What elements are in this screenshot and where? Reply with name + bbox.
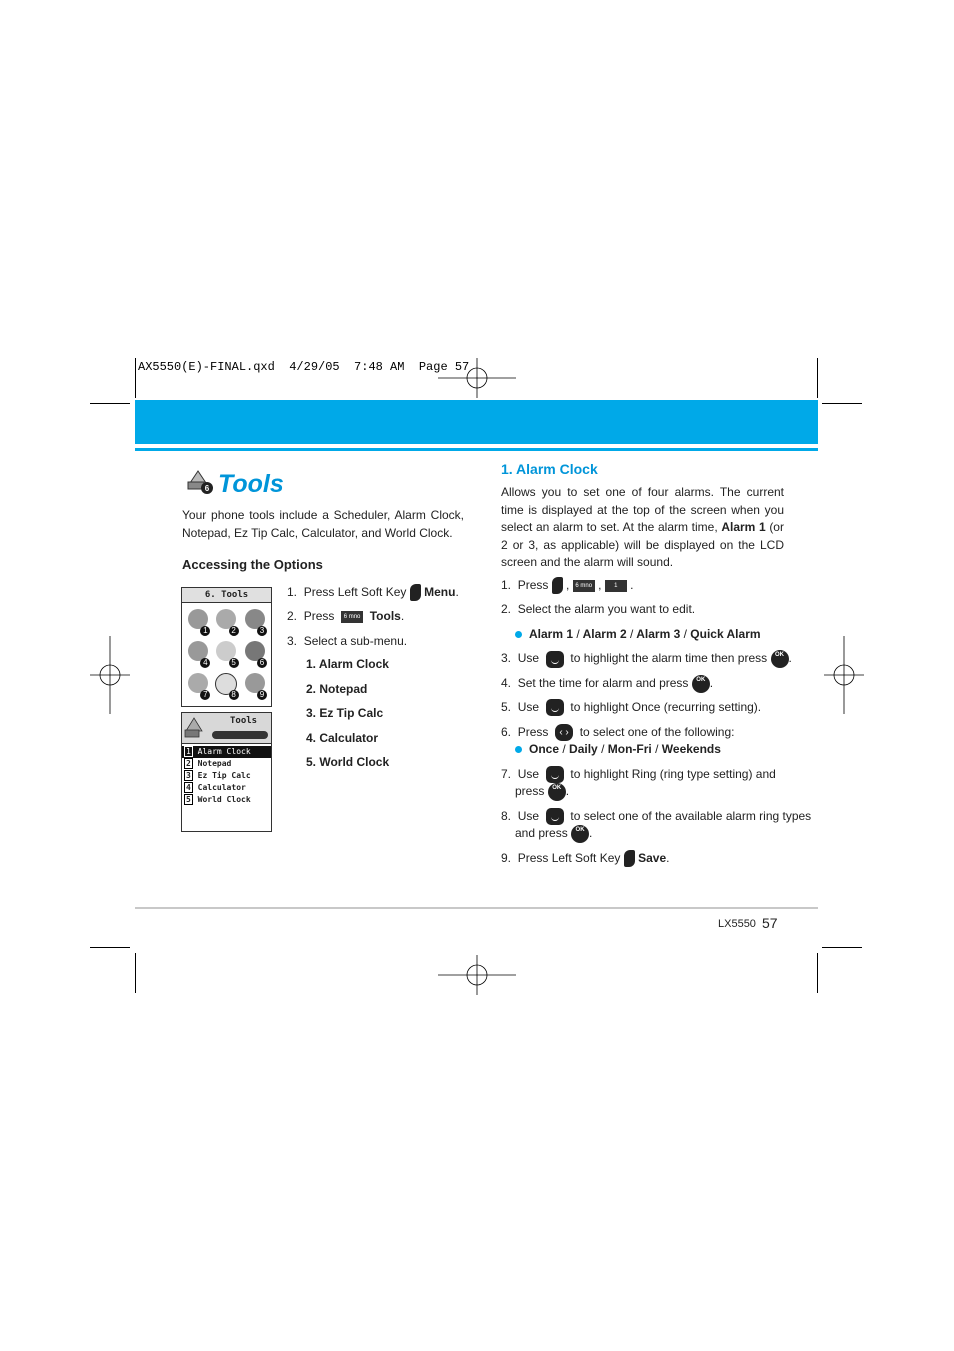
alarm-step-3 xyxy=(501,650,792,668)
step-text: Press Left Soft Key xyxy=(517,851,621,865)
submenu-item-3: 3. Ez Tip Calc xyxy=(306,706,384,720)
crop-mark xyxy=(135,358,136,398)
grid-cell xyxy=(212,670,240,702)
crop-mark xyxy=(817,358,818,398)
step-number: 8. xyxy=(501,809,512,823)
step-text: Use xyxy=(517,651,540,666)
header-band xyxy=(135,400,818,444)
registration-mark-right xyxy=(824,636,864,714)
separator: / xyxy=(683,627,687,641)
step-number: 6. xyxy=(501,725,512,739)
step-number: 1. xyxy=(501,578,512,592)
list-row xyxy=(182,746,271,758)
option: Daily xyxy=(569,742,598,756)
nav-key-down-icon xyxy=(546,766,564,783)
step-number: 5. xyxy=(501,700,512,714)
list-row xyxy=(182,770,271,782)
step-punct: . xyxy=(400,609,405,623)
registration-mark-bottom xyxy=(438,955,516,995)
ok-key-icon: OK xyxy=(692,675,710,693)
step-punct: . xyxy=(455,585,459,599)
grid-screen-title: 6. Tools xyxy=(182,588,271,603)
option: Quick Alarm xyxy=(690,627,761,641)
alarm-intro xyxy=(501,484,784,572)
footer-rule xyxy=(135,907,818,909)
separator: / xyxy=(601,742,605,756)
step-number: 9. xyxy=(501,851,512,865)
left-step-1 xyxy=(287,584,459,601)
grid-number: 2 xyxy=(229,626,239,636)
page-title: Tools xyxy=(218,470,284,498)
alarm-step-7 xyxy=(501,766,776,783)
crop-mark xyxy=(90,403,130,404)
step-text: to highlight Once (recurring setting). xyxy=(570,700,762,714)
crop-mark xyxy=(135,953,136,993)
bullet-icon xyxy=(515,746,522,753)
alarm-step-5 xyxy=(501,699,761,716)
intro-bold: Alarm 1 xyxy=(721,520,766,535)
grid-cell xyxy=(241,606,269,638)
step-text: and press xyxy=(515,826,568,841)
grid-number: 1 xyxy=(200,626,210,636)
grid-number: 5 xyxy=(229,658,239,668)
grid-cell xyxy=(241,670,269,702)
alarm-options-bullet xyxy=(515,626,761,642)
crop-mark xyxy=(822,403,862,404)
ok-key-icon: OK xyxy=(571,825,589,843)
nav-key-down-icon xyxy=(546,808,564,825)
intro-paragraph: Your phone tools include a Scheduler, Alarm Clock, Notepad, Ez Tip Calc, Calculator, and World Clock. xyxy=(182,508,464,540)
step-number: 3. xyxy=(501,651,512,666)
alarm-step-2 xyxy=(501,601,695,617)
option: Weekends xyxy=(661,742,721,756)
grid-number: 3 xyxy=(257,626,267,636)
step-bold: Tools xyxy=(369,609,401,623)
separator: / xyxy=(629,627,634,641)
ok-key-icon: OK xyxy=(548,783,566,801)
alarm-step-8 xyxy=(501,808,811,825)
submenu-item-5: 5. World Clock xyxy=(306,755,390,769)
alarm-step-8-cont xyxy=(515,825,592,843)
nav-key-down-icon xyxy=(546,651,564,668)
step-text: Use xyxy=(517,700,540,714)
step-number: 2. xyxy=(287,609,298,623)
step-text: Use xyxy=(517,767,540,781)
separator: / xyxy=(655,742,659,756)
step-punct: . xyxy=(589,826,593,841)
intro-text: Allows you to set one of four alarms. The current time is displayed at the top of the screen when you select an alarm to set. At the alarm time, xyxy=(501,485,784,535)
crop-mark xyxy=(822,947,862,948)
left-soft-key-icon xyxy=(410,584,421,601)
file-header: AX5550(E)-FINAL.qxd 4/29/05 7:48 AM Page 57 xyxy=(138,360,470,374)
section-heading: 1. Alarm Clock xyxy=(501,461,598,477)
step-bold: Menu xyxy=(424,585,456,599)
bullet-icon xyxy=(515,631,522,638)
step-text: Use xyxy=(517,809,540,823)
step-number: 7. xyxy=(501,767,512,781)
intro-text: (or 2 or 3, as applicable) will be displayed on the LCD screen and the alarm will sound. xyxy=(501,520,784,570)
list-row-num: 5 xyxy=(186,795,191,804)
step-text: Select a sub-menu. xyxy=(303,634,408,648)
alarm-step-9 xyxy=(501,850,669,867)
key-1-icon: 1 xyxy=(605,580,627,592)
step-text: press xyxy=(515,784,545,799)
step-text: Select the alarm you want to edit. xyxy=(517,602,696,616)
page-number: 57 xyxy=(762,915,778,931)
option: Mon-Fri xyxy=(607,742,652,756)
footer-model: LX5550 xyxy=(718,918,756,930)
key-6-icon: 6 mno xyxy=(341,611,363,623)
grid-cell xyxy=(212,606,240,638)
separator: / xyxy=(562,742,566,756)
step-punct: . xyxy=(788,651,792,666)
grid-number: 8 xyxy=(229,690,239,700)
list-row xyxy=(182,758,271,770)
step-number: 2. xyxy=(501,602,512,616)
list-row xyxy=(182,794,271,806)
tools-icon xyxy=(186,467,214,495)
alarm-step-7-cont xyxy=(515,783,569,801)
recurrence-options-bullet xyxy=(515,741,721,757)
step-text: to select one of the following: xyxy=(579,725,735,739)
grid-cell xyxy=(184,638,212,670)
left-step-2 xyxy=(287,608,404,624)
grid-cell xyxy=(212,638,240,670)
accessing-heading: Accessing the Options xyxy=(182,557,323,572)
list-row-num: 2 xyxy=(186,759,191,768)
option: Once xyxy=(529,742,560,756)
step-bold: Save xyxy=(638,851,667,865)
submenu-item-4: 4. Calculator xyxy=(306,731,379,745)
tools-list-screen xyxy=(181,712,272,832)
list-row-num: 4 xyxy=(186,783,191,792)
list-row-label: World Clock xyxy=(197,795,251,804)
grid-cell xyxy=(184,606,212,638)
list-row xyxy=(182,782,271,794)
grid-cell xyxy=(241,638,269,670)
step-text: Press xyxy=(303,609,335,623)
grid-number: 6 xyxy=(257,658,267,668)
section-number: 6 xyxy=(204,484,210,493)
grid-number: 7 xyxy=(200,690,210,700)
option: Alarm 1 xyxy=(529,627,574,641)
list-row-label: Calculator xyxy=(197,783,246,792)
step-text: Set the time for alarm and press xyxy=(517,676,689,691)
submenu-item-1: 1. Alarm Clock xyxy=(306,657,389,671)
list-row-num: 1 xyxy=(186,747,191,756)
left-soft-key-icon xyxy=(624,850,635,867)
key-6-icon: 6 mno xyxy=(573,580,595,592)
grid-cell xyxy=(184,670,212,702)
step-number: 3. xyxy=(287,634,298,648)
step-text: to highlight the alarm time then press xyxy=(570,651,768,666)
step-text: Press xyxy=(517,725,549,739)
tools-grid-screen xyxy=(181,587,272,707)
alarm-step-6 xyxy=(501,724,734,741)
step-number: 4. xyxy=(501,676,512,691)
step-punct: . xyxy=(666,851,670,865)
crop-mark xyxy=(90,947,130,948)
list-row-label: Alarm Clock xyxy=(197,747,251,756)
list-row-num: 3 xyxy=(186,771,191,780)
step-punct: . xyxy=(709,676,714,691)
separator: / xyxy=(576,627,580,641)
submenu-item-2: 2. Notepad xyxy=(306,682,368,696)
step-text: to select one of the available alarm ring types xyxy=(570,809,812,823)
left-soft-key-icon xyxy=(552,577,563,594)
nav-key-down-icon xyxy=(546,699,564,716)
step-punct: . xyxy=(565,784,570,799)
list-row-label: Notepad xyxy=(197,759,232,768)
alarm-step-4 xyxy=(501,675,713,693)
step-text: Press xyxy=(517,578,549,592)
step-text: to highlight Ring (ring type setting) and xyxy=(570,767,776,781)
registration-mark-left xyxy=(90,636,130,714)
list-screen-title: Tools xyxy=(230,716,258,726)
nav-key-left-right-icon: ‹ › xyxy=(555,724,573,741)
grid-number: 9 xyxy=(257,690,267,700)
step-number: 1. xyxy=(287,585,298,599)
grid-number: 4 xyxy=(200,658,210,668)
step-text: Press Left Soft Key xyxy=(303,585,407,599)
left-step-3 xyxy=(287,633,407,649)
option: Alarm 2 xyxy=(582,627,627,641)
list-row-label: Ez Tip Calc xyxy=(197,771,251,780)
ok-key-icon: OK xyxy=(771,650,789,668)
alarm-step-1: 1. Press , 6 mno , 1 . xyxy=(501,577,633,594)
option: Alarm 3 xyxy=(636,627,681,641)
crop-mark xyxy=(817,953,818,993)
tools-screen-icon xyxy=(184,715,210,739)
header-rule xyxy=(135,448,818,451)
